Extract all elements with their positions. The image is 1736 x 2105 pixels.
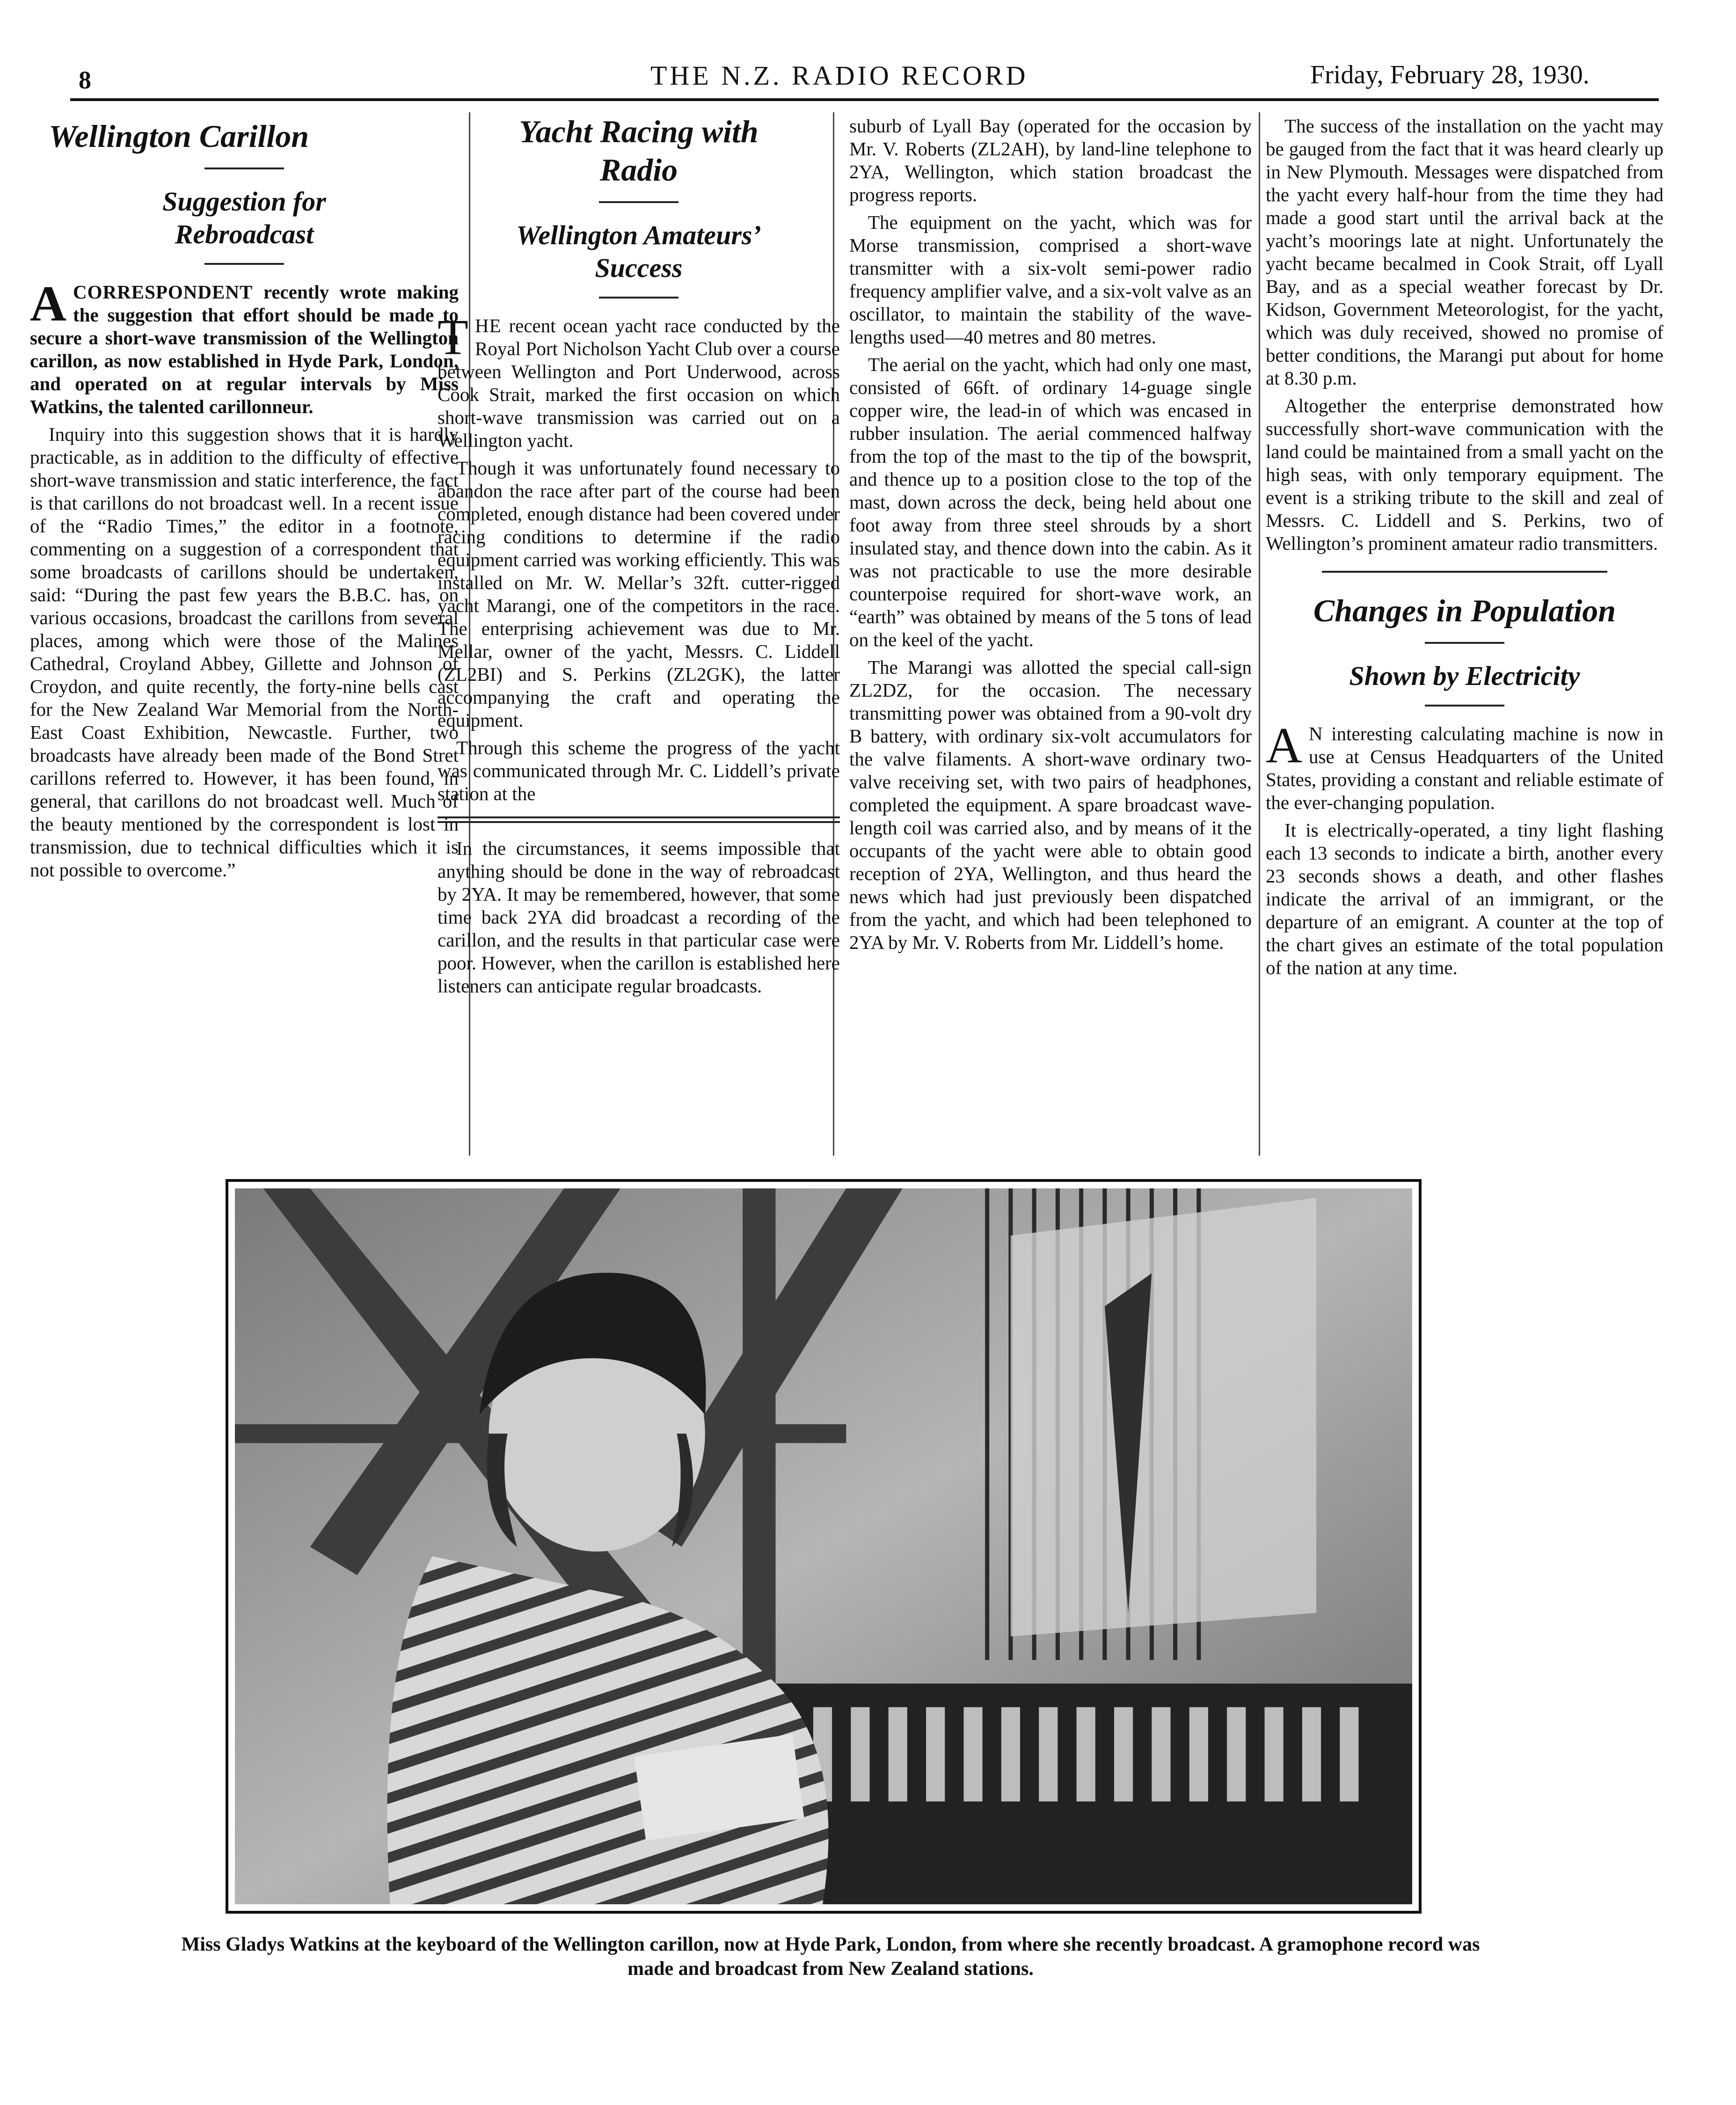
photo-carillonneur [235,1188,1412,1904]
drop-cap: T [438,310,468,365]
subtitle-line: Rebroadcast [175,219,314,249]
paragraph: The aerial on the yacht, which had only one mast, consisted of 66ft. of ordinary 14-guage single copper wire, the lead-in of which was encased in rubber insulation. The aerial commenced halfway from the top of the mast to the tip of the bowsprit, and thence up to a position close to the top of the mast, down across the deck, being held about one foot away from three steel shrouds by a short insulated stay, and thence down into the cabin. As it was not practicable to use the more desirable counterpoise required for short-wave work, an “earth” was obtained by means of the 5 tons of lead on the keel of the yacht. [849,354,1252,650]
article-subtitle [30,185,459,251]
page-number: 8 [79,66,91,94]
paragraph: Though it was unfortunately found necessary to abandon the race after part of the course had been completed, enough distance had been covered under racing conditions to determine if the radio equipment carried was working efficiently. This was installed on Mr. W. Mellar’s 32ft. cutter-rigged yacht Marangi, one of the competitors in the race. The enterprising achievement was due to Mr. Mellar, owner of the yacht, Messrs. C. Liddell (ZL2BI) and S. Perkins (ZL2GK), the latter accompanying the craft and operating the equipment. [438,457,840,731]
paragraph: The equipment on the yacht, which was for Morse transmission, comprised a short-wave transmitter with a six-volt semi-power radio frequency amplifier valve, and a six-volt valve as an oscillator, to maintain the stability of the wave-lengths used—40 metres and 80 metres. [849,211,1252,348]
subtitle-line: Suggestion for [162,186,326,217]
column-four [1266,115,1663,984]
paragraph: Inquiry into this suggestion shows that it is hardly practicable, as in addition to the difficulty of effective short-wave transmission and static interference, the fact is that carillons do not broadcast well. In a recent issue of the “Radio Times,” the editor in a footnote, commenting on a suggestion of a correspondent that some broadcasts of carillons should be undertaken, said: “During the past few years the B.B.C. has, on various occasions, broadcast the carillons from several places, among which were those of the Malines Cathedral, Croyland Abbey, Gillette and Johnson of Croydon, and quite recently, the forty-nine bells cast for the New Zealand War Memorial from the North-East Coast Exhibition, Newcastle. Further, two broadcasts have already been made of the Bond Stret carillons referred to. However, it has been found, in general, that carillons do not broadcast well. Much of the beauty mentioned by the correspondent is lost in transmission, due to technical difficulties which it is not possible to overcome.” [30,423,459,881]
article-carillon [30,117,459,886]
paragraph: In the circumstances, it seems impossible that anything should be done in the way of rebroadcast by 2YA. It may be remembered, however, that some time back 2YA did broadcast a recording of the carillon, and the results in that particular case were poor. However, when the carillon is established here listeners can anticipate regular broadcasts. [438,838,840,997]
paragraph [438,310,840,452]
paragraph-text: recently wrote making the suggestion that effort should be made to secure a short-wave transmission of the Wellington carillon, as now established in Hyde Park, London, and operated on at regular intervals by Miss Watkins, the talented carillonneur. [30,281,459,417]
lead-caps: HE [474,315,502,336]
photo-frame [226,1179,1422,1914]
paragraph: It is electrically-operated, a tiny light flashing each 13 seconds to indicate a birth, another every 23 seconds shows a death, and other flashes indicate the arrival of an immigrant, or the departure of an emigrant. A counter at the top of the chart gives an estimate of the total population of the nation at any time. [1266,819,1663,978]
paragraph: The success of the installation on the yacht may be gauged from the fact that it was heard clearly up in New Plymouth. Messages were dispatched from the yacht every half-hour from the time they had made a good start until the arrival back at the yacht’s moorings late at night. Unfortunately the yacht became becalmed in Cook Strait, off Lyall Bay, and as a special weather forecast by Dr. Kidson, Government Meteorologist, for the yacht, which was duly received, showed no promise of better conditions, the Marangi put about for home at 8.30 p.m. [1266,115,1663,389]
article-subtitle [438,219,840,284]
article-title: Changes in Population [1313,593,1616,628]
subtitle-line: Wellington Amateurs’ [516,220,761,250]
drop-cap: A [30,276,66,332]
heading-rule [204,263,284,265]
article-title: Wellington Carillon [49,118,309,154]
masthead-rule [70,98,1659,101]
lead-caps: CORRESPONDENT [73,281,253,303]
heading-rule [599,297,678,299]
article-yacht [438,112,840,1002]
title-line: Radio [599,152,678,188]
article-subtitle: Shown by Electricity [1349,661,1580,691]
article-title [438,112,840,189]
paragraph [1266,718,1663,814]
masthead-title: THE N.Z. RADIO RECORD [650,60,1028,91]
paragraph [30,276,459,418]
paragraph: The Marangi was allotted the special call-sign ZL2DZ, for the occasion. The necessary transmitting power was obtained from a 90-volt dry B battery, with ordinary six-volt accumulators for the valve filaments. A short-wave ordinary two-valve receiving set, with two pairs of headphones, completed the equipment. A spare broadcast wave-length coil was carried also, and by means of it the occupants of the yacht were able to obtain good reception of 2YA, Wellington, and thus heard the news which had just previously been dispatched from the yacht, and which had been telephoned to 2YA by Mr. V. Roberts from Mr. Liddell’s home. [849,656,1252,953]
article-yacht-continued [849,115,1252,959]
paragraph: suburb of Lyall Bay (operated for the occasion by Mr. V. Roberts (ZL2AH), by land-line telephone to 2YA, Wellington, which station broadcast the progress reports. [849,115,1252,205]
paragraph-text: recent ocean yacht race conducted by the Royal Port Nicholson Yacht Club over a course between Wellington and Port Underwood, across Cook Strait, marked the first occasion on which short-wave transmission was carried out on a Wellington yacht. [438,315,840,451]
paragraph: Altogether the enterprise demonstrated how successfully short-wave communication with the land could be maintained from a small yacht on the high seas, with only temporary equipment. The event is a striking tribute to the skill and zeal of Messrs. C. Liddell and S. Perkins, two of Wellington’s prominent amateur radio transmitters. [1266,395,1663,554]
issue-date: Friday, February 28, 1930. [1310,60,1590,89]
photo-caption: Miss Gladys Watkins at the keyboard of the Wellington carillon, now at Hyde Park, London, from where she recently broadcast. A gramophone record was made and broadcast from New Zealand stations. [181,1934,1480,1980]
heading-rule [599,201,678,203]
column-divider [1259,112,1260,1156]
section-rule [1322,571,1607,573]
title-line: Yacht Racing with [519,114,759,149]
heading-rule [1425,642,1504,644]
photo-illustration [235,1188,1412,1904]
lead-caps: N [1309,723,1323,744]
paragraph-text: interesting calculating machine is now in use at Census Headquarters of the United States, providing a constant and reliable estimate of the ever-changing population. [1266,723,1663,813]
paragraph: Through this scheme the progress of the yacht was communicated through Mr. C. Liddell’s private station at the [438,737,840,804]
section-rule [438,816,840,823]
subtitle-line: Success [595,253,683,283]
drop-cap: A [1266,718,1302,773]
heading-rule [1425,705,1504,707]
heading-rule [204,168,284,169]
